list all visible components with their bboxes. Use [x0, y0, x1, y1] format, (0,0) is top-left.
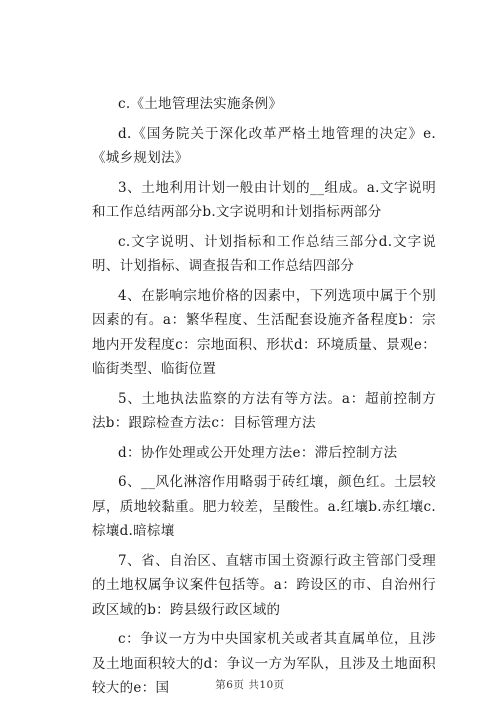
- paragraph-question-3-options: c.文字说明、计划指标和工作总结三部分d.文字说明、计划指标、调查报告和工作总结四部分: [92, 233, 436, 274]
- paragraph-question-4: 4、在影响宗地价格的因素中，下列选项中属于个别因素的有。a：繁华程度、生活配套设施齐备程度b：宗地内开发程度c：宗地面积、形状d：环境质量、景观e：临街类型、临街位置: [92, 287, 436, 377]
- paragraph-question-3: 3、土地利用计划一般由计划的__组成。a.文字说明和工作总结两部分b.文字说明和计划指标两部分: [92, 179, 436, 220]
- paragraph-question-6: 6、__风化淋溶作用略弱于砖红壤，颜色红。土层较厚，质地较黏重。肥力较差，呈酸性。a.红壤b.赤红壤c.棕壤d.暗棕壤: [92, 474, 436, 539]
- paragraph-question-7-options: c：争议一方为中央国家机关或者其直属单位，且涉及土地面积较大的d：争议一方为军队，且涉及土地面积较大的e：国: [92, 631, 436, 696]
- page-number-footer: 第6页 共10页: [215, 679, 285, 691]
- paragraph-question-5: 5、土地执法监察的方法有等方法。a：超前控制方法b：跟踪检查方法c：目标管理方法: [92, 390, 436, 431]
- document-body: [92, 92, 436, 706]
- paragraph-option-d-e-laws: d.《国务院关于深化改革严格土地管理的决定》e.《城乡规划法》: [92, 125, 436, 166]
- paragraph-option-c-regulation: c.《土地管理法实施条例》: [118, 96, 283, 112]
- paragraph-question-7: 7、省、自治区、直辖市国土资源行政主管部门受理的土地权属争议案件包括等。a：跨设区的市、自治州行政区域的b：跨县级行政区域的: [92, 552, 436, 618]
- paragraph-question-5-options: d：协作处理或公开处理方法e：滞后控制方法: [118, 444, 398, 461]
